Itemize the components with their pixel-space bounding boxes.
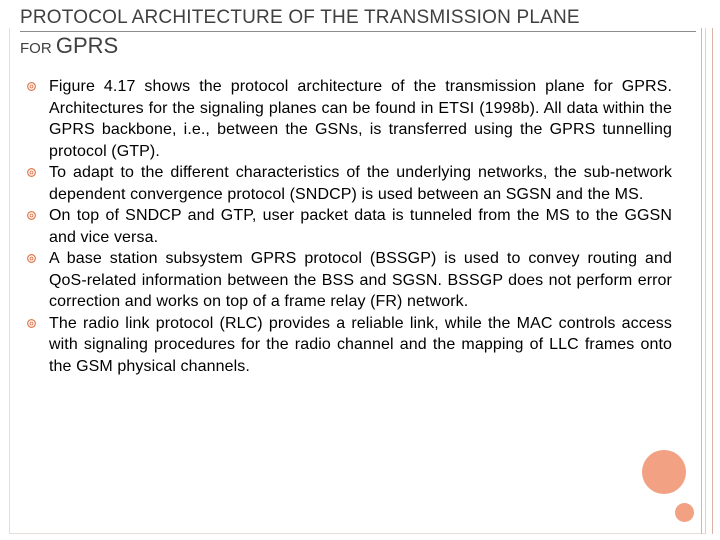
bullet-text: A base station subsystem GPRS protocol (BSSGP) is used to convey routing and QoS-related information between the BSS and SGSN. BSSGP does not perform error correction and works on top of a frame relay (FR) network. [49, 250, 672, 310]
title-line-2 [20, 32, 700, 63]
sun-bullet-icon [26, 167, 37, 178]
right-border [701, 28, 713, 534]
slide-title [20, 4, 700, 63]
title-line-1: PROTOCOL ARCHITECTURE OF THE TRANSMISSION PLANE [20, 7, 580, 28]
bullet-list [26, 76, 672, 377]
decorative-circle-small [675, 503, 694, 522]
bullet-text: Figure 4.17 shows the protocol architecture of the transmission plane for GPRS. Architectures for the signaling planes can be found in ETSI (1998b). All data within the GPRS backbone, i.e., between the GSNs, is transferred using the GPRS tunnelling protocol (GTP). [49, 78, 672, 160]
title-underline [20, 31, 696, 32]
decorative-circle-large [642, 450, 686, 494]
bottom-border [9, 533, 706, 534]
bullet-text: The radio link protocol (RLC) provides a reliable link, while the MAC controls access with signaling procedures for the radio channel and the mapping of LLC frames onto the GSM physical channels. [49, 314, 672, 375]
sun-bullet-icon [26, 253, 37, 264]
sun-bullet-icon [26, 81, 37, 92]
title-line-2-prefix: FOR [20, 40, 56, 57]
bullet-item [26, 313, 672, 378]
left-border [9, 28, 10, 534]
sun-bullet-icon [26, 210, 37, 221]
bullet-text: On top of SNDCP and GTP, user packet data is tunneled from the MS to the GGSN and vice versa. [49, 207, 672, 246]
sun-bullet-icon [26, 318, 37, 329]
bullet-text: To adapt to the different characteristics of the underlying networks, the sub-network dependent convergence protocol (SNDCP) is used between an SGSN and the MS. [49, 164, 672, 203]
bullet-item [26, 248, 672, 313]
title-line-2-main: GPRS [55, 33, 119, 58]
bullet-item [26, 76, 672, 162]
bullet-item [26, 205, 672, 248]
bullet-item [26, 162, 672, 205]
right-border-inner [705, 28, 706, 534]
